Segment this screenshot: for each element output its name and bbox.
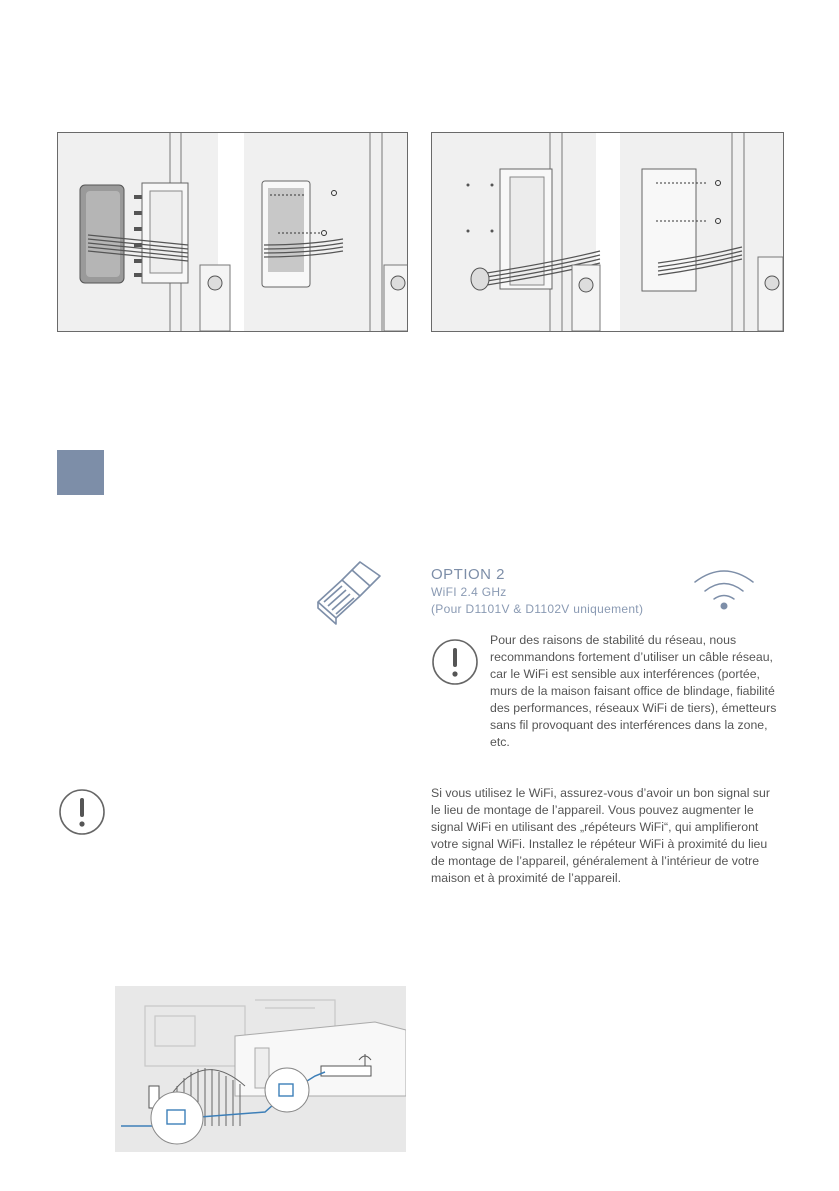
surface-mount-drawing (432, 133, 783, 331)
network-stability-warning (490, 632, 782, 751)
wifi-icon (693, 566, 755, 612)
surface-mount-illustration (431, 132, 784, 332)
house-network-drawing (115, 986, 406, 1152)
warning-icon (430, 637, 480, 687)
flush-mount-illustration (57, 132, 408, 332)
option-2-subtitle: WiFI 2.4 GHz (431, 585, 507, 599)
option-2-note: (Pour D1101V & D1102V uniquement) (431, 602, 644, 616)
warning-icon-left (57, 787, 107, 837)
section-marker (57, 450, 104, 495)
flush-mount-drawing (58, 133, 407, 331)
warning-text: Pour des raisons de stabilité du réseau, nous recommandons fortement d’utiliser un câble réseau, car le WiFi est sensible aux interférences (portée, murs de la maison faisant office de blindage, fiabilité des performances, réseaux WiFi de tiers), émetteurs sans fil provoquant des interférences dans la zone, etc. (490, 633, 777, 749)
ethernet-plug-icon (312, 556, 386, 628)
wifi-paragraph-text: Si vous utilisez le WiFi, assurez-vous d’avoir un bon signal sur le lieu de montage de l’appareil. Vous pouvez augmenter le signal WiFi en utilisant des „répéteurs WiFi“, qui amplifieront votre signal WiFi. Installez le répéteur WiFi à proximité du lieu de montage de l’appareil, généralement à l’intérieur de votre maison et à proximité de l’appareil. (431, 786, 770, 885)
wifi-signal-paragraph (431, 785, 776, 887)
option-2-title: OPTION 2 (431, 566, 506, 583)
network-installation-illustration (115, 986, 406, 1152)
